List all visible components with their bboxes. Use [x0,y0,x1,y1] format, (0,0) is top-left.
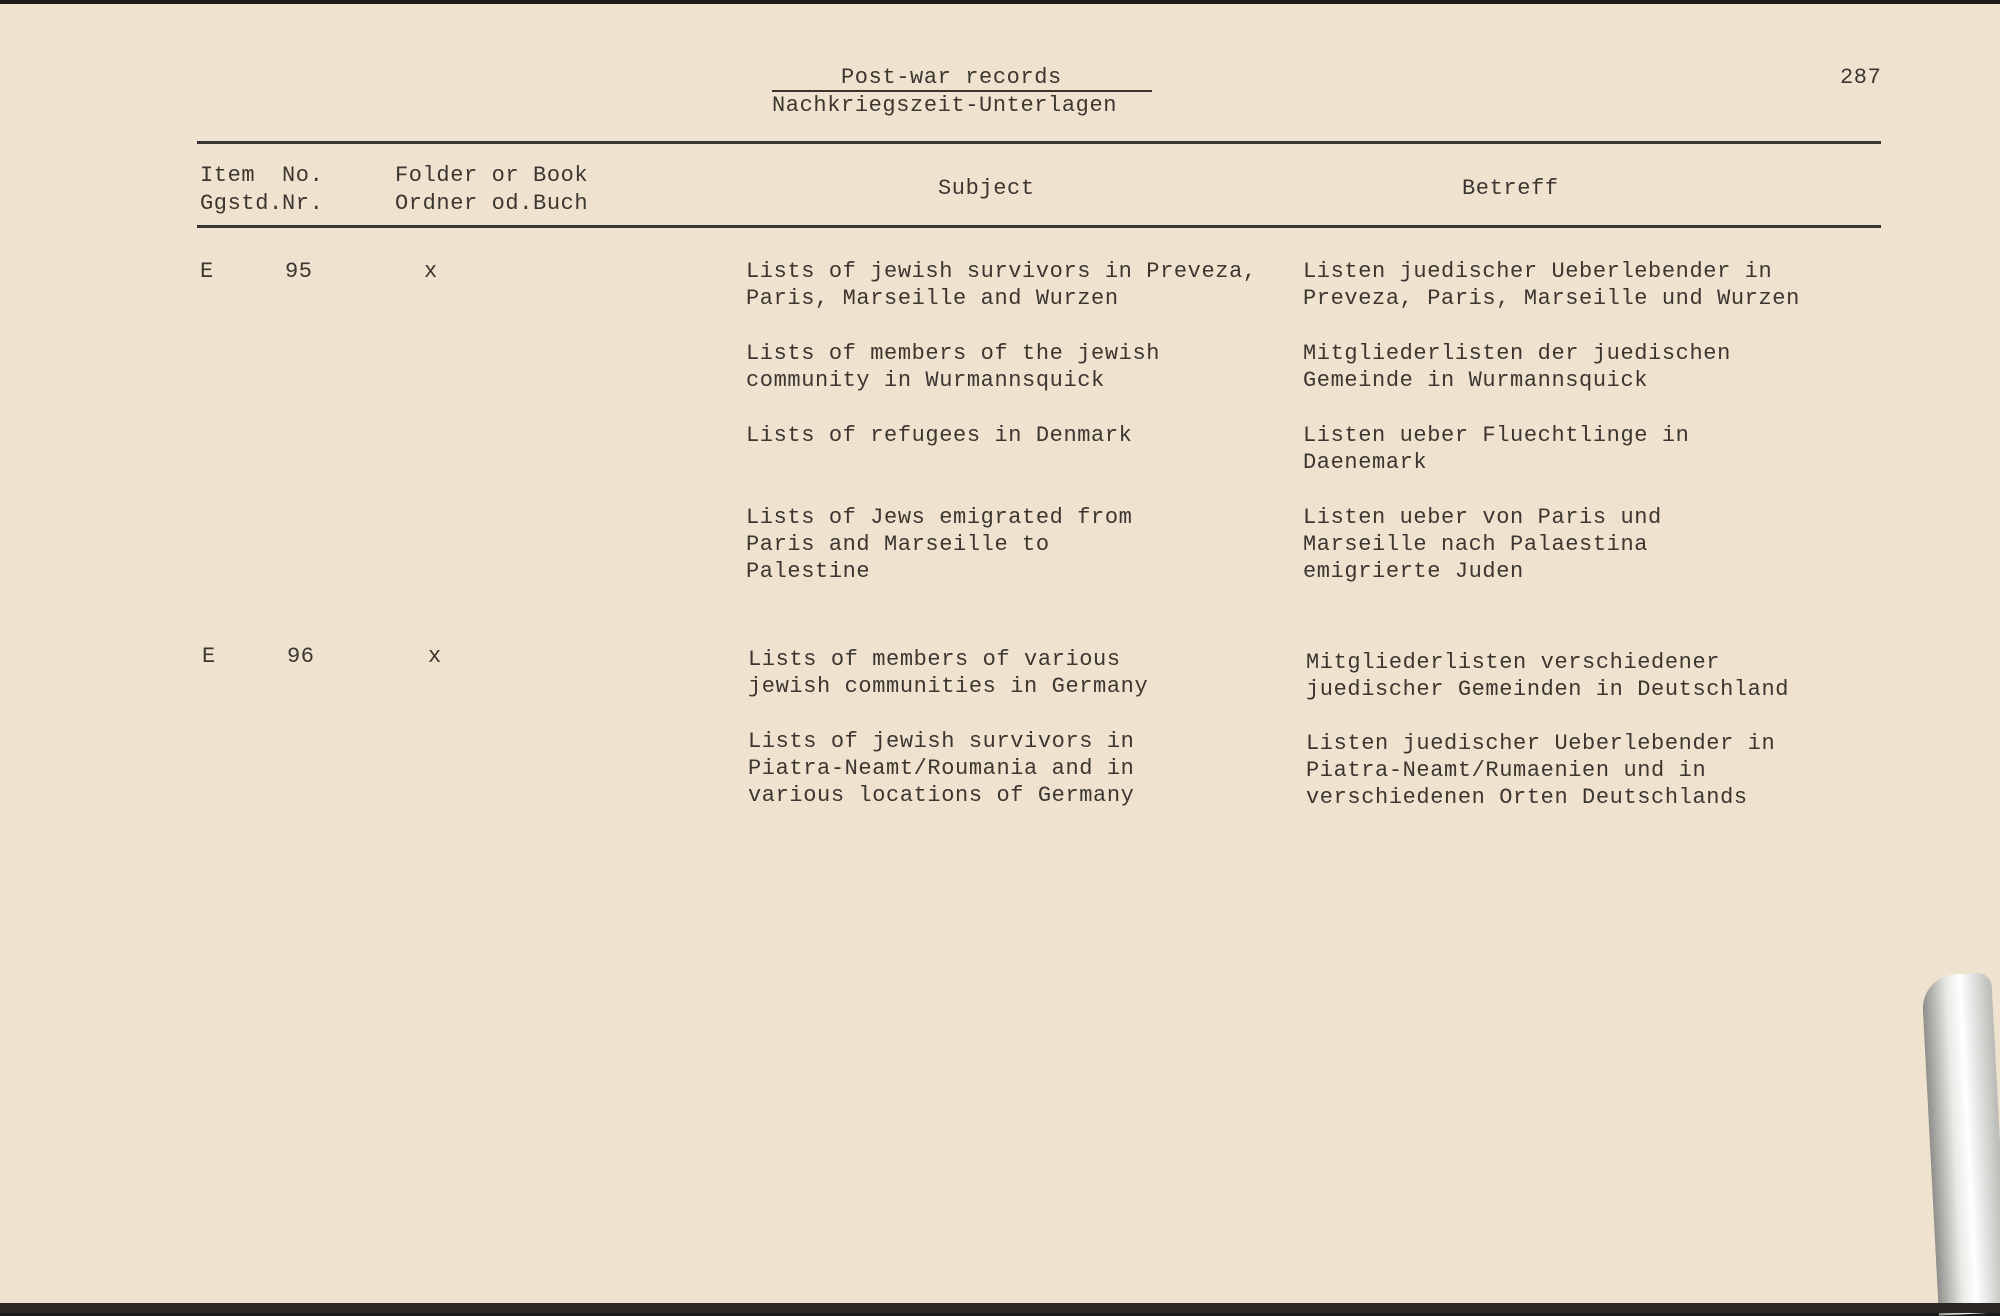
row-95-item: E [200,259,214,284]
col-item-de: Ggstd. [200,191,283,216]
row-95-betreff-4-line3: emigrierte Juden [1303,559,1524,584]
col-betreff: Betreff [1462,176,1559,201]
row-95-subject-3-line1: Lists of refugees in Denmark [746,423,1133,448]
document-page [0,4,2000,1303]
row-95-betreff-4-line1: Listen ueber von Paris und [1303,505,1662,530]
row-96-betreff-2-line2: Piatra-Neamt/Rumaenien und in [1306,758,1707,783]
row-95-folder: x [424,259,438,284]
header-top-rule [197,141,1881,144]
title-de: Nachkriegszeit-Unterlagen [772,93,1118,118]
row-96-betreff-1-line1: Mitgliederlisten verschiedener [1306,650,1721,675]
col-no-de: Nr. [282,191,324,216]
scan-bottom-edge [0,1303,2000,1313]
row-95-subject-2-line2: community in Wurmannsquick [746,368,1105,393]
title-en: Post-war records [841,65,1062,90]
col-subject: Subject [938,176,1035,201]
row-96-subject-2-line2: Piatra-Neamt/Roumania and in [748,756,1135,781]
row-96-subject-1-line1: Lists of members of various [748,647,1121,672]
row-96-folder: x [428,644,442,669]
row-96-subject-1-line2: jewish communities in Germany [748,674,1149,699]
row-96-betreff-2-line1: Listen juedischer Ueberlebender in [1306,731,1776,756]
col-item-en: Item [200,163,256,188]
col-folder-de: Ordner od.Buch [395,191,589,216]
row-95-subject-1-line1: Lists of jewish survivors in Preveza, [746,259,1257,284]
row-95-subject-4-line3: Palestine [746,559,871,584]
row-96-no: 96 [287,644,315,669]
row-96-betreff-2-line3: verschiedenen Orten Deutschlands [1306,785,1748,810]
col-folder-en: Folder or Book [395,163,589,188]
row-95-subject-1-line2: Paris, Marseille and Wurzen [746,286,1119,311]
row-95-betreff-2-line1: Mitgliederlisten der juedischen [1303,341,1731,366]
header-bottom-rule [197,225,1881,228]
col-no-en: No. [282,163,324,188]
row-95-betreff-4-line2: Marseille nach Palaestina [1303,532,1649,557]
row-95-betreff-3-line1: Listen ueber Fluechtlinge in [1303,423,1690,448]
row-95-subject-4-line1: Lists of Jews emigrated from [746,505,1133,530]
row-95-subject-2-line1: Lists of members of the jewish [746,341,1161,366]
row-95-betreff-1-line1: Listen juedischer Ueberlebender in [1303,259,1773,284]
row-96-item: E [202,644,216,669]
page-clip [1921,972,2000,1315]
row-95-betreff-3-line2: Daenemark [1303,450,1428,475]
row-95-no: 95 [285,259,313,284]
row-95-betreff-1-line2: Preveza, Paris, Marseille und Wurzen [1303,286,1800,311]
row-96-subject-2-line3: various locations of Germany [748,783,1135,808]
row-95-subject-4-line2: Paris and Marseille to [746,532,1050,557]
row-96-subject-2-line1: Lists of jewish survivors in [748,729,1135,754]
row-95-betreff-2-line2: Gemeinde in Wurmannsquick [1303,368,1649,393]
page-number: 287 [1840,65,1882,90]
row-96-betreff-1-line2: juedischer Gemeinden in Deutschland [1306,677,1790,702]
